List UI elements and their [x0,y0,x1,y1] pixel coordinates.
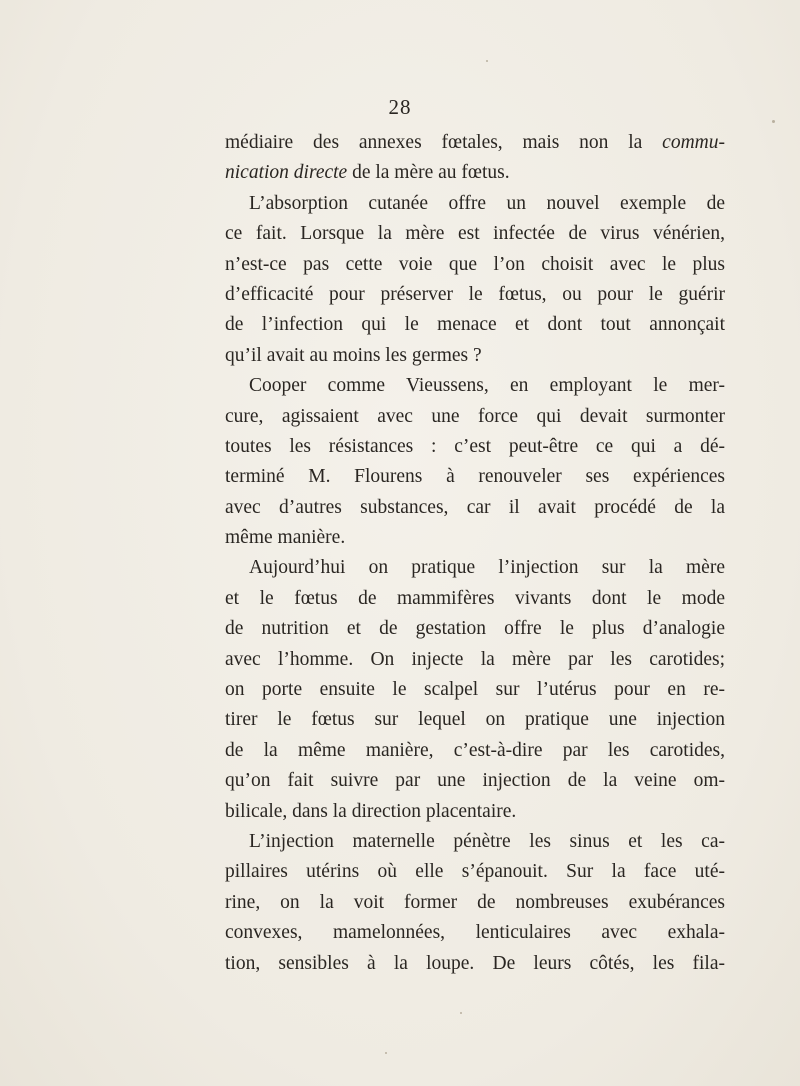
text-line [225,250,725,280]
text-segment: qu’il avait au moins les germes ? [225,344,482,366]
text-line [225,857,725,887]
text-line [225,493,725,523]
text-line [225,918,725,948]
text-segment: terminé M. Flourens à renouveler ses expériences [225,466,725,488]
text-segment: et le fœtus de mammifères vivants dont le mode [225,587,725,609]
text-line [225,705,725,735]
paper-speck [385,1052,387,1054]
text-segment: n’est-ce pas cette voie que l’on choisit avec le plus [225,253,725,275]
text-line [225,827,725,857]
text-segment: L’injection maternelle pénètre les sinus et les ca- [249,830,725,852]
text-segment: ce fait. Lorsque la mère est infectée de virus vénérien, [225,223,725,245]
body-text [225,128,725,979]
text-segment: pillaires utérins où elle s’épanouit. Sur la face uté- [225,861,725,883]
text-line [225,371,725,401]
text-line [225,189,725,219]
text-segment: même manière. [225,527,346,549]
text-line [225,888,725,918]
text-segment: tirer le fœtus sur lequel on pratique une injection [225,709,725,731]
text-line [225,675,725,705]
text-segment: qu’on fait suivre par une injection de la veine om- [225,770,725,792]
text-line [225,402,725,432]
page-number: 28 [388,95,412,119]
text-segment: toutes les résistances : c’est peut-être ce qui a dé- [225,435,725,457]
text-segment: cure, agissaient avec une force qui devait surmonter [225,405,725,427]
text-segment: médiaire des annexes fœtales, mais non la [225,132,663,153]
text-segment: L’absorption cutanée offre un nouvel exemple de [249,192,725,214]
text-segment: Aujourd’hui on pratique l’injection sur la mère [249,557,725,579]
text-segment: convexes, mamelonnées, lenticulaires avec exhala- [225,922,725,944]
text-segment: tion, sensibles à la loupe. De leurs côtés, les fila- [225,952,725,974]
text-line [225,645,725,675]
text-line [225,158,725,188]
text-segment: bilicale, dans la direction placentaire. [225,800,517,822]
text-segment: avec l’homme. On injecte la mère par les carotides; [225,648,725,670]
text-segment: on porte ensuite le scalpel sur l’utérus pour en re- [225,679,725,701]
text-line [225,614,725,644]
text-line [225,280,725,310]
text-segment: avec d’autres substances, car il avait procédé de la [225,496,725,518]
paper-speck [486,60,488,62]
text-line [225,553,725,583]
text-line [225,736,725,766]
text-segment: de la mère au fœtus. [347,162,510,184]
paper-speck [772,120,775,123]
text-line [225,341,725,371]
text-line [225,128,725,158]
text-line [225,219,725,249]
text-line [225,310,725,340]
text-line [225,797,725,827]
text-segment: rine, on la voit former de nombreuses exubérances [225,891,725,913]
text-line [225,949,725,979]
text-segment: d’efficacité pour préserver le fœtus, ou pour le guérir [225,283,725,305]
text-segment: de l’infection qui le menace et dont tout annonçait [225,314,725,336]
text-line [225,462,725,492]
text-segment: de la même manière, c’est-à-dire par les carotides, [225,739,725,761]
paper-speck [460,1012,462,1014]
text-segment: de nutrition et de gestation offre le plus d’analogie [225,618,725,640]
italic-text-segment: commu- [662,132,725,153]
text-segment: Cooper comme Vieussens, en employant le mer- [249,375,725,397]
text-line [225,523,725,553]
text-line [225,766,725,796]
text-line [225,432,725,462]
text-line [225,584,725,614]
italic-text-segment: nication directe [225,162,348,184]
